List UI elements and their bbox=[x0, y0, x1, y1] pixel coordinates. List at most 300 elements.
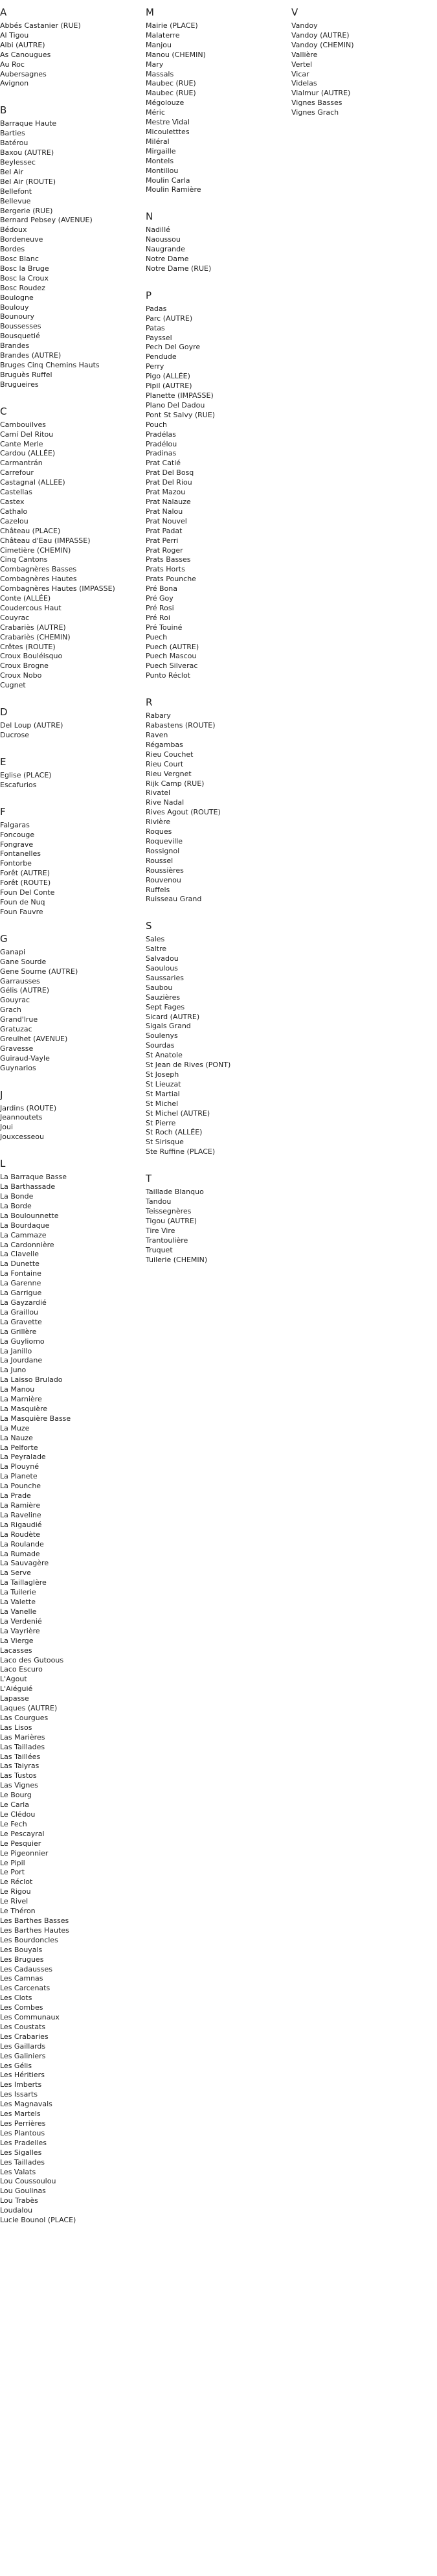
street-link[interactable]: Castellas bbox=[0, 488, 32, 497]
street-link[interactable]: La Rigaudié bbox=[0, 1520, 42, 1529]
street-link[interactable]: Croux Brogne bbox=[0, 661, 49, 671]
street-link[interactable]: St Roch (ALLÉE) bbox=[146, 1128, 203, 1137]
street-link[interactable]: Combagnères Basses bbox=[0, 565, 77, 574]
street-link[interactable]: Taillade Blanquo bbox=[146, 1188, 204, 1197]
street-link[interactable]: Foun Fauvre bbox=[0, 907, 43, 916]
street-link[interactable]: Las Taillées bbox=[0, 1752, 41, 1761]
street-link[interactable]: Vandoy bbox=[291, 21, 318, 30]
street-link[interactable]: Couyrac bbox=[0, 613, 30, 622]
street-link[interactable]: La Verdenié bbox=[0, 1616, 42, 1626]
street-link[interactable]: Tandou bbox=[146, 1197, 172, 1206]
street-link[interactable]: Payssel bbox=[146, 333, 172, 342]
street-link[interactable]: Mégolouze bbox=[146, 98, 185, 108]
street-link[interactable]: Guynarios bbox=[0, 1063, 36, 1072]
street-link[interactable]: Crêtes (ROUTE) bbox=[0, 642, 56, 651]
street-link[interactable]: Rieu Court bbox=[146, 759, 184, 768]
street-link[interactable]: La Gayzardié bbox=[0, 1298, 47, 1307]
street-link[interactable]: Parc (AUTRE) bbox=[146, 314, 193, 323]
street-link[interactable]: Falgaras bbox=[0, 820, 30, 829]
street-link[interactable]: Tigou (AUTRE) bbox=[146, 1216, 197, 1225]
street-link[interactable]: Cugnet bbox=[0, 681, 26, 690]
street-link[interactable]: Les Barthes Basses bbox=[0, 1916, 69, 1925]
street-link[interactable]: Garrausses bbox=[0, 976, 40, 985]
street-link[interactable]: La Graillou bbox=[0, 1307, 39, 1317]
street-link[interactable]: St Pierre bbox=[146, 1118, 176, 1127]
street-link[interactable]: Méric bbox=[146, 108, 165, 117]
street-link[interactable]: Pendude bbox=[146, 352, 177, 362]
street-link[interactable]: Château (PLACE) bbox=[0, 526, 61, 535]
street-link[interactable]: La Manou bbox=[0, 1385, 35, 1394]
street-link[interactable]: Bergerie (RUE) bbox=[0, 206, 53, 215]
street-link[interactable]: Les Issarts bbox=[0, 2090, 38, 2099]
street-link[interactable]: Montels bbox=[146, 156, 174, 165]
street-link[interactable]: Avignon bbox=[0, 79, 29, 88]
street-link[interactable]: Padas bbox=[146, 304, 167, 313]
street-link[interactable]: Les Imberts bbox=[0, 2080, 42, 2089]
street-link[interactable]: Pré Goy bbox=[146, 594, 174, 603]
street-link[interactable]: Tire Vire bbox=[146, 1226, 175, 1235]
street-link[interactable]: La Clavelle bbox=[0, 1250, 39, 1259]
street-link[interactable]: Bordeneuve bbox=[0, 235, 43, 244]
street-link[interactable]: Brandes bbox=[0, 341, 30, 351]
street-link[interactable]: La Dunette bbox=[0, 1259, 39, 1269]
street-link[interactable]: Foncouge bbox=[0, 830, 35, 839]
street-link[interactable]: Le Théron bbox=[0, 1907, 36, 1916]
street-link[interactable]: Cardou (ALLÉE) bbox=[0, 449, 56, 458]
street-link[interactable]: Bruguès Ruffel bbox=[0, 370, 52, 379]
street-link[interactable]: La Borde bbox=[0, 1201, 32, 1210]
street-link[interactable]: Fontorbe bbox=[0, 859, 32, 868]
street-link[interactable]: Pradélou bbox=[146, 439, 177, 448]
street-link[interactable]: Le Bourg bbox=[0, 1791, 32, 1800]
street-link[interactable]: Coudercous Haut bbox=[0, 603, 62, 612]
street-link[interactable]: La Cammaze bbox=[0, 1230, 47, 1239]
street-link[interactable]: Les Martels bbox=[0, 2110, 41, 2119]
street-link[interactable]: Bellevue bbox=[0, 196, 31, 205]
street-link[interactable]: Sept Fages bbox=[146, 1002, 185, 1011]
street-link[interactable]: Las Lisos bbox=[0, 1723, 32, 1732]
street-link[interactable]: Vialmur (AUTRE) bbox=[291, 89, 351, 98]
street-link[interactable]: Las Taiyras bbox=[0, 1762, 39, 1771]
street-link[interactable]: Bel Air bbox=[0, 167, 23, 176]
street-link[interactable]: Crabariès (CHEMIN) bbox=[0, 632, 71, 641]
street-link[interactable]: Les Bourdoncles bbox=[0, 1935, 58, 1944]
street-link[interactable]: Lou Trabès bbox=[0, 2196, 38, 2205]
street-link[interactable]: Forêt (ROUTE) bbox=[0, 879, 51, 888]
street-link[interactable]: Planette (IMPASSE) bbox=[146, 391, 214, 400]
street-link[interactable]: Vignes Basses bbox=[291, 98, 342, 108]
street-link[interactable]: Fongrave bbox=[0, 840, 34, 849]
street-link[interactable]: Soulenys bbox=[146, 1031, 178, 1041]
street-link[interactable]: Massals bbox=[146, 69, 174, 78]
street-link[interactable]: Cante Merle bbox=[0, 439, 43, 448]
street-link[interactable]: Guiraud-Vayle bbox=[0, 1053, 50, 1063]
street-link[interactable]: La Nauze bbox=[0, 1433, 33, 1442]
street-link[interactable]: La Janillo bbox=[0, 1346, 32, 1355]
street-link[interactable]: St Sirisque bbox=[146, 1138, 184, 1147]
street-link[interactable]: Prat Mazou bbox=[146, 488, 186, 497]
street-link[interactable]: Ruisseau Grand bbox=[146, 895, 202, 904]
street-link[interactable]: Régambas bbox=[146, 740, 183, 749]
street-link[interactable]: La Barraque Basse bbox=[0, 1173, 67, 1182]
street-link[interactable]: Escafurios bbox=[0, 780, 37, 789]
street-link[interactable]: Gene Sourne (AUTRE) bbox=[0, 967, 78, 976]
street-link[interactable]: Puech bbox=[146, 632, 168, 641]
street-link[interactable]: Malaterre bbox=[146, 30, 180, 40]
street-link[interactable]: Les Bouyals bbox=[0, 1945, 43, 1954]
street-link[interactable]: St Martial bbox=[146, 1089, 180, 1098]
street-link[interactable]: Mirgaille bbox=[146, 146, 176, 155]
street-link[interactable]: La Tuilerie bbox=[0, 1588, 36, 1597]
street-link[interactable]: La Planete bbox=[0, 1472, 38, 1481]
street-link[interactable]: Prat Roger bbox=[146, 546, 183, 555]
street-link[interactable]: Lucie Bounol (PLACE) bbox=[0, 2216, 76, 2225]
street-link[interactable]: Puech (AUTRE) bbox=[146, 642, 199, 651]
street-link[interactable]: Lapasse bbox=[0, 1694, 29, 1703]
street-link[interactable]: Au Roc bbox=[0, 60, 25, 69]
street-link[interactable]: Tuilerie (CHEMIN) bbox=[146, 1255, 208, 1264]
street-link[interactable]: Gravesse bbox=[0, 1044, 34, 1053]
street-link[interactable]: Barraque Haute bbox=[0, 119, 57, 128]
street-link[interactable]: Sigals Grand bbox=[146, 1022, 191, 1031]
street-link[interactable]: Bousquetié bbox=[0, 332, 40, 341]
street-link[interactable]: Saubou bbox=[146, 983, 173, 992]
street-link[interactable]: Salvadou bbox=[146, 954, 179, 963]
street-link[interactable]: St Lieuzat bbox=[146, 1079, 181, 1088]
street-link[interactable]: Rijk Camp (RUE) bbox=[146, 779, 205, 788]
street-link[interactable]: Cimetière (CHEMIN) bbox=[0, 546, 71, 555]
street-link[interactable]: Les Galiniers bbox=[0, 2051, 46, 2060]
street-link[interactable]: Foun Del Conte bbox=[0, 888, 55, 897]
street-link[interactable]: Rouvenou bbox=[146, 875, 181, 884]
street-link[interactable]: Rivière bbox=[146, 818, 171, 827]
street-link[interactable]: Les Barthes Hautes bbox=[0, 1926, 69, 1935]
street-link[interactable]: Videlas bbox=[291, 79, 317, 88]
street-link[interactable]: La Guyliomo bbox=[0, 1337, 45, 1346]
street-link[interactable]: Bosc la Croux bbox=[0, 273, 49, 282]
street-link[interactable]: Eglise (PLACE) bbox=[0, 770, 52, 779]
street-link[interactable]: La Muze bbox=[0, 1423, 30, 1432]
street-link[interactable]: Les Crabaries bbox=[0, 2032, 49, 2041]
street-link[interactable]: Pré Rosi bbox=[146, 603, 174, 612]
street-link[interactable]: Aubersagnes bbox=[0, 69, 47, 78]
street-link[interactable]: Pouch bbox=[146, 420, 167, 429]
street-link[interactable]: Bounoury bbox=[0, 312, 34, 321]
street-link[interactable]: Miléral bbox=[146, 137, 170, 146]
street-link[interactable]: Vandoy (CHEMIN) bbox=[291, 40, 354, 49]
street-link[interactable]: Maubec (RUE) bbox=[146, 89, 196, 98]
street-link[interactable]: La Serve bbox=[0, 1569, 31, 1578]
street-link[interactable]: Prat Catié bbox=[146, 459, 181, 468]
street-link[interactable]: Rabary bbox=[146, 711, 171, 720]
street-link[interactable]: Roqueville bbox=[146, 836, 183, 845]
street-link[interactable]: Saltre bbox=[146, 945, 167, 954]
street-link[interactable]: Les Plantous bbox=[0, 2128, 45, 2137]
street-link[interactable]: La Fontaine bbox=[0, 1269, 41, 1278]
street-link[interactable]: Rivatel bbox=[146, 788, 171, 798]
street-link[interactable]: Pradinas bbox=[146, 449, 177, 458]
street-link[interactable]: Prat Nouvel bbox=[146, 516, 187, 525]
street-link[interactable]: Puech Mascou bbox=[146, 652, 197, 661]
street-link[interactable]: La Boulounnette bbox=[0, 1211, 59, 1220]
street-link[interactable]: La Garrigue bbox=[0, 1289, 42, 1298]
street-link[interactable]: Combagnères Hautes (IMPASSE) bbox=[0, 584, 115, 593]
street-link[interactable]: Le Pipil bbox=[0, 1858, 25, 1867]
street-link[interactable]: Al Tigou bbox=[0, 30, 29, 40]
street-link[interactable]: Notre Dame bbox=[146, 255, 189, 264]
street-link[interactable]: La Bonde bbox=[0, 1192, 34, 1201]
street-link[interactable]: Les Héritiers bbox=[0, 2071, 45, 2080]
street-link[interactable]: Le Fech bbox=[0, 1819, 27, 1828]
street-link[interactable]: Lou Goulinas bbox=[0, 2187, 46, 2196]
street-link[interactable]: Puech Silverac bbox=[146, 661, 198, 671]
street-link[interactable]: Ganapi bbox=[0, 947, 26, 956]
street-link[interactable]: Raven bbox=[146, 731, 168, 739]
street-link[interactable]: Castagnal (ALLEE) bbox=[0, 478, 65, 487]
street-link[interactable]: Prat Padat bbox=[146, 526, 183, 535]
street-link[interactable]: Trantoulière bbox=[146, 1236, 188, 1245]
street-link[interactable]: Laco Escuro bbox=[0, 1665, 43, 1674]
street-link[interactable]: Las Marières bbox=[0, 1732, 45, 1742]
street-link[interactable]: Bosc Roudez bbox=[0, 283, 45, 292]
street-link[interactable]: Las Vignes bbox=[0, 1781, 38, 1790]
street-link[interactable]: Rive Nadal bbox=[146, 798, 185, 807]
street-link[interactable]: Bernard Pebsey (AVENUE) bbox=[0, 216, 93, 225]
street-link[interactable]: Mestre Vidal bbox=[146, 118, 190, 127]
street-link[interactable]: Les Gélis bbox=[0, 2061, 32, 2070]
street-link[interactable]: La Sauvagère bbox=[0, 1559, 49, 1568]
street-link[interactable]: La Barthassade bbox=[0, 1182, 56, 1191]
street-link[interactable]: La Pounche bbox=[0, 1482, 41, 1491]
street-link[interactable]: Gane Sourde bbox=[0, 957, 47, 966]
street-link[interactable]: Le Port bbox=[0, 1868, 25, 1877]
street-link[interactable]: Jeannoutets bbox=[0, 1113, 43, 1122]
street-link[interactable]: Brugueires bbox=[0, 380, 39, 389]
street-link[interactable]: Prats Basses bbox=[146, 555, 191, 564]
street-link[interactable]: Cathalo bbox=[0, 507, 28, 516]
street-link[interactable]: La Laisso Brulado bbox=[0, 1375, 63, 1385]
street-link[interactable]: Barties bbox=[0, 129, 25, 138]
street-link[interactable]: Moulin Ramière bbox=[146, 185, 201, 194]
street-link[interactable]: La Vayrière bbox=[0, 1626, 40, 1635]
street-link[interactable]: La Rumade bbox=[0, 1549, 40, 1558]
street-link[interactable]: Prat Nalou bbox=[146, 507, 183, 516]
street-link[interactable]: Manjou bbox=[146, 40, 172, 49]
street-link[interactable]: Gouyrac bbox=[0, 996, 30, 1005]
street-link[interactable]: La Vanelle bbox=[0, 1607, 37, 1616]
street-link[interactable]: Plano Del Dadou bbox=[146, 400, 205, 409]
street-link[interactable]: Fontanelles bbox=[0, 849, 41, 858]
street-link[interactable]: Las Courgues bbox=[0, 1713, 49, 1722]
street-link[interactable]: Forêt (AUTRE) bbox=[0, 869, 50, 878]
street-link[interactable]: Crabariès (AUTRE) bbox=[0, 623, 66, 632]
street-link[interactable]: Gratuzac bbox=[0, 1025, 32, 1034]
street-link[interactable]: La Peyralade bbox=[0, 1453, 46, 1462]
street-link[interactable]: Pont St Salvy (RUE) bbox=[146, 410, 216, 419]
street-link[interactable]: La Vierge bbox=[0, 1636, 34, 1645]
street-link[interactable]: Roussières bbox=[146, 866, 184, 875]
street-link[interactable]: Gélis (AUTRE) bbox=[0, 986, 50, 995]
street-link[interactable]: Vicar bbox=[291, 69, 309, 78]
street-link[interactable]: Naoussou bbox=[146, 235, 181, 244]
street-link[interactable]: Micouletttes bbox=[146, 127, 190, 136]
street-link[interactable]: Bel Air (ROUTE) bbox=[0, 177, 56, 186]
street-link[interactable]: St Jean de Rives (PONT) bbox=[146, 1061, 231, 1070]
street-link[interactable]: Les Sigalles bbox=[0, 2148, 42, 2157]
street-link[interactable]: Rieu Couchet bbox=[146, 750, 194, 759]
street-link[interactable]: Sicard (AUTRE) bbox=[146, 1012, 200, 1021]
street-link[interactable]: Le Pesquier bbox=[0, 1839, 41, 1848]
street-link[interactable]: St Michel bbox=[146, 1099, 179, 1108]
street-link[interactable]: Les Camnas bbox=[0, 1974, 43, 1983]
street-link[interactable]: Bellefont bbox=[0, 187, 32, 196]
street-link[interactable]: Le Pigeonnier bbox=[0, 1848, 49, 1857]
street-link[interactable]: Beylessec bbox=[0, 157, 36, 167]
street-link[interactable]: Prat Perri bbox=[146, 536, 179, 545]
street-link[interactable]: La Bourdaque bbox=[0, 1221, 50, 1230]
street-link[interactable]: Ste Ruffine (PLACE) bbox=[146, 1147, 216, 1156]
street-link[interactable]: Les Valats bbox=[0, 2167, 36, 2176]
street-link[interactable]: Prat Nalauze bbox=[146, 497, 191, 506]
street-link[interactable]: La Ramière bbox=[0, 1501, 41, 1510]
street-link[interactable]: Boussesses bbox=[0, 322, 41, 331]
street-link[interactable]: Grand'lrue bbox=[0, 1015, 38, 1024]
street-link[interactable]: La Masquière bbox=[0, 1404, 48, 1413]
street-link[interactable]: Bruges Cinq Chemins Hauts bbox=[0, 361, 100, 369]
street-link[interactable]: Mairie (PLACE) bbox=[146, 21, 198, 30]
street-link[interactable]: Saoulous bbox=[146, 964, 178, 973]
street-link[interactable]: La Roulande bbox=[0, 1539, 44, 1548]
street-link[interactable]: Les Gaillards bbox=[0, 2041, 46, 2051]
street-link[interactable]: Ducrose bbox=[0, 731, 29, 739]
street-link[interactable]: La Gravette bbox=[0, 1317, 42, 1326]
street-link[interactable]: Les Carcenats bbox=[0, 1984, 50, 1993]
street-link[interactable]: Cambouilves bbox=[0, 420, 46, 429]
street-link[interactable]: Punto Réclot bbox=[146, 671, 190, 680]
street-link[interactable]: Vertel bbox=[291, 60, 313, 69]
street-link[interactable]: Greulhet (AVENUE) bbox=[0, 1034, 68, 1043]
street-link[interactable]: Baxou (AUTRE) bbox=[0, 148, 54, 157]
street-link[interactable]: Manou (CHEMIN) bbox=[146, 50, 206, 59]
street-link[interactable]: Les Clots bbox=[0, 1994, 32, 2003]
street-link[interactable]: Pipil (AUTRE) bbox=[146, 382, 192, 391]
street-link[interactable]: Pradélas bbox=[146, 430, 176, 439]
street-link[interactable]: Perry bbox=[146, 362, 164, 371]
street-link[interactable]: Boulouy bbox=[0, 303, 29, 312]
street-link[interactable]: Naugrande bbox=[146, 245, 185, 254]
street-link[interactable]: La Raveline bbox=[0, 1510, 41, 1519]
street-link[interactable]: Pré Bona bbox=[146, 584, 177, 593]
street-link[interactable]: Rabastens (ROUTE) bbox=[146, 721, 216, 730]
street-link[interactable]: Carmantrán bbox=[0, 459, 43, 468]
street-link[interactable]: Jouxcesseou bbox=[0, 1133, 45, 1142]
street-link[interactable]: Les Pradelles bbox=[0, 2138, 47, 2147]
street-link[interactable]: Loudalou bbox=[0, 2206, 33, 2215]
street-link[interactable]: Les Magnavals bbox=[0, 2100, 52, 2109]
street-link[interactable]: Carrefour bbox=[0, 468, 34, 477]
street-link[interactable]: As Canougues bbox=[0, 50, 51, 59]
street-link[interactable]: Sourdas bbox=[146, 1041, 175, 1050]
street-link[interactable]: Grach bbox=[0, 1006, 21, 1015]
street-link[interactable]: Le Réclot bbox=[0, 1878, 33, 1887]
street-link[interactable]: Le Rigou bbox=[0, 1887, 31, 1896]
street-link[interactable]: Boulogne bbox=[0, 293, 34, 302]
street-link[interactable]: Las Tustos bbox=[0, 1771, 37, 1780]
street-link[interactable]: Mary bbox=[146, 60, 164, 69]
street-link[interactable]: Les Taillades bbox=[0, 2157, 45, 2167]
street-link[interactable]: Teissegnères bbox=[146, 1206, 192, 1215]
street-link[interactable]: La Prade bbox=[0, 1491, 31, 1501]
street-link[interactable]: Prats Pounche bbox=[146, 575, 196, 584]
street-link[interactable]: La Masquière Basse bbox=[0, 1414, 71, 1423]
street-link[interactable]: Albi (AUTRE) bbox=[0, 40, 45, 49]
street-link[interactable]: Laco des Gutoous bbox=[0, 1655, 64, 1664]
street-link[interactable]: Le Pescayral bbox=[0, 1829, 45, 1838]
street-link[interactable]: Croux Bouléisquo bbox=[0, 652, 63, 661]
street-link[interactable]: St Michel (AUTRE) bbox=[146, 1109, 210, 1118]
street-link[interactable]: Las Taillades bbox=[0, 1742, 45, 1751]
street-link[interactable]: Sauzières bbox=[146, 993, 181, 1002]
street-link[interactable]: Bordes bbox=[0, 245, 25, 254]
street-link[interactable]: Moulin Carla bbox=[146, 176, 190, 185]
street-link[interactable]: Roussel bbox=[146, 856, 174, 865]
street-link[interactable]: La Marnière bbox=[0, 1395, 42, 1404]
street-link[interactable]: Camí Del Ritou bbox=[0, 430, 54, 439]
street-link[interactable]: Les Perrières bbox=[0, 2119, 46, 2128]
street-link[interactable]: Roques bbox=[146, 827, 172, 836]
street-link[interactable]: Le Clédou bbox=[0, 1810, 36, 1819]
street-link[interactable]: Château d'Eau (IMPASSE) bbox=[0, 536, 91, 545]
street-link[interactable]: Rossignol bbox=[146, 846, 180, 855]
street-link[interactable]: La Plouyné bbox=[0, 1462, 39, 1471]
street-link[interactable]: La Valette bbox=[0, 1598, 36, 1607]
street-link[interactable]: Ruffels bbox=[146, 885, 170, 894]
street-link[interactable]: La Pelforte bbox=[0, 1443, 38, 1452]
street-link[interactable]: La Grillère bbox=[0, 1327, 37, 1336]
street-link[interactable]: La Cardonnière bbox=[0, 1240, 54, 1249]
street-link[interactable]: Les Combes bbox=[0, 2003, 43, 2012]
street-link[interactable]: Pré Touiné bbox=[146, 623, 183, 632]
street-link[interactable]: Rives Agout (ROUTE) bbox=[146, 808, 221, 817]
street-link[interactable]: Pigo (ALLÉE) bbox=[146, 372, 190, 381]
street-link[interactable]: St Anatole bbox=[146, 1051, 183, 1060]
street-link[interactable]: La Juno bbox=[0, 1366, 27, 1375]
street-link[interactable]: Combagnères Hautes bbox=[0, 575, 77, 584]
street-link[interactable]: Prat Del Bosq bbox=[146, 468, 194, 477]
street-link[interactable]: Le Carla bbox=[0, 1800, 29, 1810]
street-link[interactable]: Foun de Nuq bbox=[0, 897, 45, 906]
street-link[interactable]: La Garenne bbox=[0, 1279, 41, 1288]
street-link[interactable]: Lacasses bbox=[0, 1646, 32, 1655]
street-link[interactable]: Les Coustats bbox=[0, 2022, 46, 2031]
street-link[interactable]: Abbés Castanier (RUE) bbox=[0, 21, 81, 30]
street-link[interactable]: Cinq Cantons bbox=[0, 555, 48, 564]
street-link[interactable]: Prats Horts bbox=[146, 565, 185, 574]
street-link[interactable]: Brandes (AUTRE) bbox=[0, 351, 62, 360]
street-link[interactable]: Vandoy (AUTRE) bbox=[291, 30, 350, 40]
street-link[interactable]: Vallière bbox=[291, 50, 318, 59]
street-link[interactable]: Bédoux bbox=[0, 225, 27, 235]
street-link[interactable]: Notre Dame (RUE) bbox=[146, 264, 212, 273]
street-link[interactable]: L'Aiéguié bbox=[0, 1685, 33, 1694]
street-link[interactable]: L'Agout bbox=[0, 1675, 27, 1684]
street-link[interactable]: Truquet bbox=[146, 1245, 173, 1254]
street-link[interactable]: Bosc Blanc bbox=[0, 255, 39, 264]
street-link[interactable]: Nadillé bbox=[146, 225, 170, 235]
street-link[interactable]: Rieu Vergnet bbox=[146, 769, 192, 778]
street-link[interactable]: Le Rivel bbox=[0, 1897, 28, 1906]
street-link[interactable]: Bosc la Bruge bbox=[0, 264, 49, 273]
